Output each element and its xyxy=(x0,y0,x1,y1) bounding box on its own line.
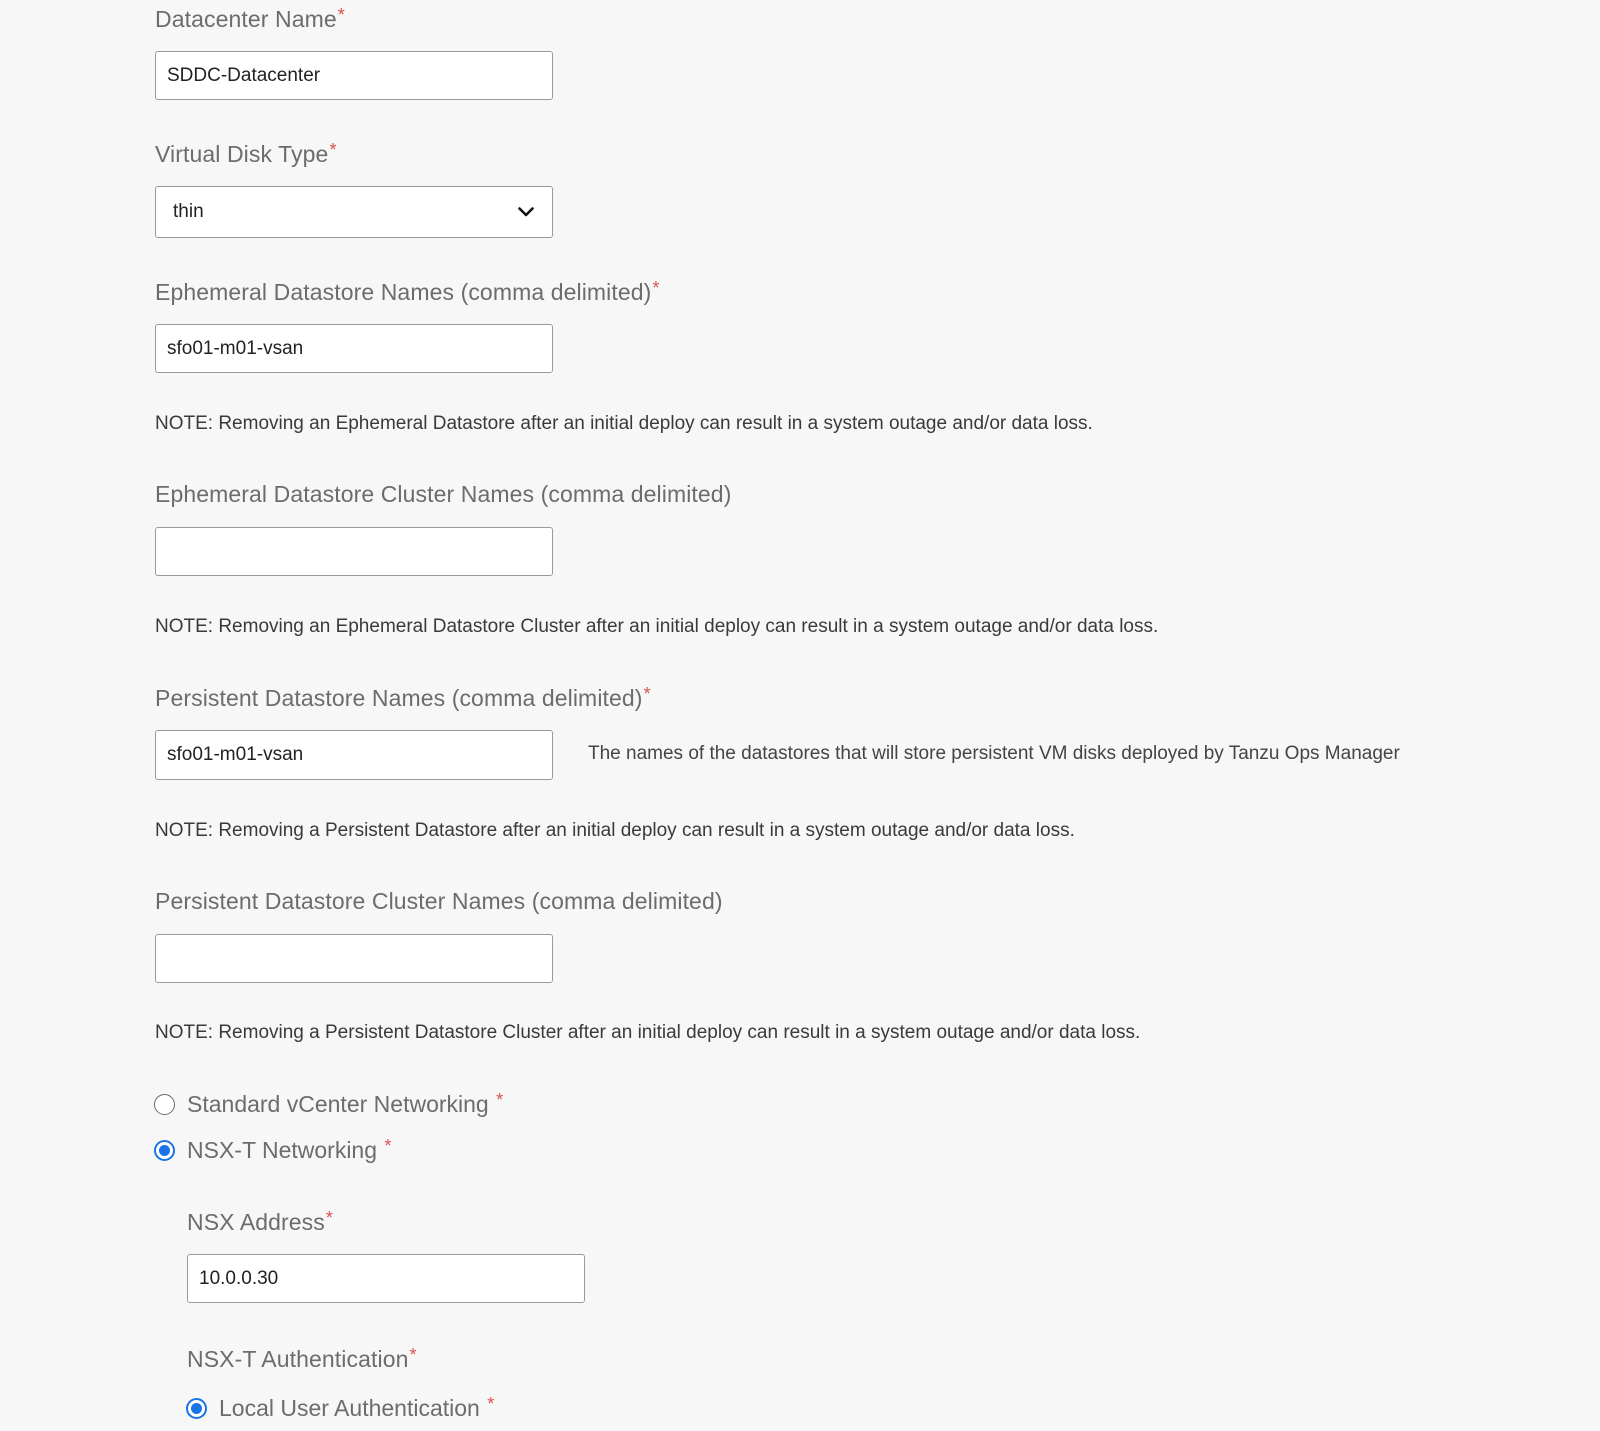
persistent-cluster-names-label xyxy=(155,888,723,915)
nsx-t-authentication-label xyxy=(187,1345,417,1373)
datacenter-name-label xyxy=(155,5,345,33)
required-mark: * xyxy=(652,278,660,298)
radio-label-text: Standard vCenter Networking xyxy=(187,1091,489,1117)
radio-label-text: NSX-T Networking xyxy=(187,1137,378,1163)
datacenter-name-input[interactable] xyxy=(155,51,553,100)
persistent-cluster-names-input[interactable] xyxy=(155,934,553,983)
ephemeral-datastore-names-input[interactable] xyxy=(155,324,553,373)
ephemeral-datastore-note: NOTE: Removing an Ephemeral Datastore after an initial deploy can result in a system outage and/or data loss. xyxy=(155,413,1093,434)
persistent-datastore-names-label xyxy=(155,684,651,712)
radio-standard-vcenter-networking[interactable] xyxy=(154,1090,503,1118)
virtual-disk-type-selected-value: thin xyxy=(173,201,204,222)
virtual-disk-type-label xyxy=(155,140,337,168)
persistent-datastore-help: The names of the datastores that will store persistent VM disks deployed by Tanzu Ops Manager xyxy=(588,743,1400,764)
datacenter-name-label-text: Datacenter Name xyxy=(155,6,337,32)
ephemeral-cluster-names-input[interactable] xyxy=(155,527,553,576)
nsx-address-label xyxy=(187,1208,333,1236)
radio-nsx-t-networking[interactable] xyxy=(154,1136,391,1164)
ephemeral-datastore-names-label-text: Ephemeral Datastore Names (comma delimited) xyxy=(155,279,652,305)
required-mark: * xyxy=(329,140,337,160)
radio-local-user-authentication[interactable] xyxy=(186,1394,494,1422)
radio-label-text: Local User Authentication xyxy=(219,1395,480,1421)
required-mark: * xyxy=(384,1136,392,1156)
radio-button-selected[interactable] xyxy=(186,1398,207,1419)
ephemeral-cluster-names-label xyxy=(155,481,731,508)
required-mark: * xyxy=(496,1090,504,1110)
persistent-datastore-names-input[interactable] xyxy=(155,730,553,780)
radio-label xyxy=(187,1136,391,1164)
required-mark: * xyxy=(409,1345,417,1365)
required-mark: * xyxy=(487,1394,495,1414)
ephemeral-cluster-names-label-text: Ephemeral Datastore Cluster Names (comma delimited) xyxy=(155,481,732,507)
nsx-t-authentication-label-text: NSX-T Authentication xyxy=(187,1346,409,1372)
persistent-datastore-names-label-text: Persistent Datastore Names (comma delimited) xyxy=(155,685,643,711)
radio-label xyxy=(219,1394,494,1422)
required-mark: * xyxy=(337,5,345,25)
virtual-disk-type-label-text: Virtual Disk Type xyxy=(155,141,329,167)
persistent-cluster-note: NOTE: Removing a Persistent Datastore Cluster after an initial deploy can result in a system outage and/or data loss. xyxy=(155,1022,1141,1043)
radio-button-selected[interactable] xyxy=(154,1140,175,1161)
persistent-datastore-note: NOTE: Removing a Persistent Datastore after an initial deploy can result in a system outage and/or data loss. xyxy=(155,820,1075,841)
radio-button[interactable] xyxy=(154,1094,175,1115)
chevron-down-icon xyxy=(517,203,535,221)
required-mark: * xyxy=(643,684,651,704)
required-mark: * xyxy=(325,1208,333,1228)
virtual-disk-type-select[interactable] xyxy=(155,186,553,238)
ephemeral-datastore-names-label xyxy=(155,278,660,306)
nsx-address-label-text: NSX Address xyxy=(187,1209,325,1235)
persistent-cluster-names-label-text: Persistent Datastore Cluster Names (comma delimited) xyxy=(155,888,723,914)
ephemeral-cluster-note: NOTE: Removing an Ephemeral Datastore Cluster after an initial deploy can result in a system outage and/or data loss. xyxy=(155,616,1159,637)
radio-label xyxy=(187,1090,503,1118)
nsx-address-input[interactable] xyxy=(187,1254,585,1303)
